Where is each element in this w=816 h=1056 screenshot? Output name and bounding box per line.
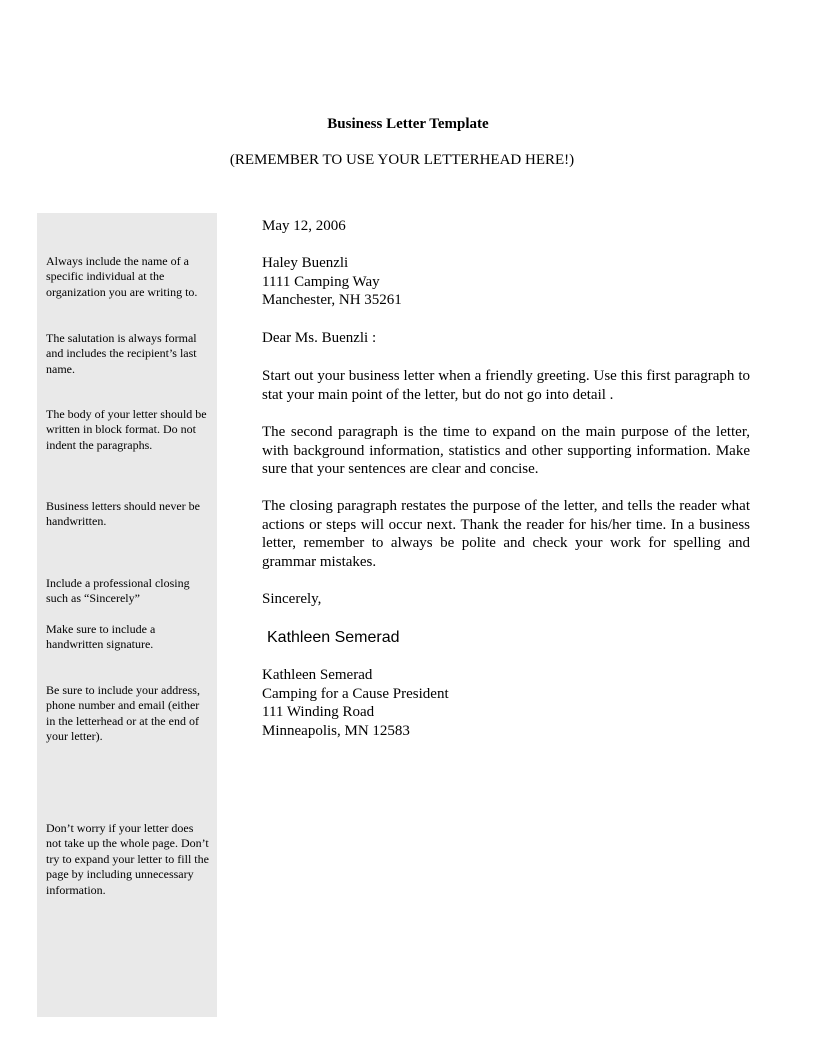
- sender-name: Kathleen Semerad: [262, 667, 373, 683]
- recipient-name: Haley Buenzli: [262, 255, 349, 271]
- tip-salutation: The salutation is always formal and includes the recipient’s last name.: [46, 331, 197, 376]
- tip-letter-length: Don’t worry if your letter does not take up the whole page. Don’t try to expand your letter to fill the page by including unnecessary information.: [46, 821, 209, 897]
- body-paragraph-2: The second paragraph is the time to expand on the main purpose of the letter, with background information, statistics and other supporting information. Make sure that your sentences are clear and concise.: [262, 424, 750, 478]
- tip-block-format: The body of your letter should be written in block format. Do not indent the paragraphs.: [46, 407, 207, 452]
- sender-block: [262, 666, 750, 740]
- tips-sidebar: [37, 213, 217, 1017]
- tip-no-handwriting: Business letters should never be handwritten.: [46, 499, 200, 529]
- body-paragraph-3: The closing paragraph restates the purpose of the letter, and tells the reader what actions or steps will occur next. Thank the reader for his/her time. In a business letter, remember to always be polite and check your work for spelling and grammar mistakes.: [262, 498, 750, 570]
- sender-title: Camping for a Cause President: [262, 685, 449, 702]
- sender-city: Minneapolis, MN 12583: [262, 722, 410, 739]
- tip-signature: Make sure to include a handwritten signature.: [46, 622, 156, 652]
- recipient-city: Manchester, NH 35261: [262, 292, 402, 309]
- recipient-address: [262, 254, 750, 310]
- tip-recipient-name: Always include the name of a specific individual at the organization you are writing to.: [46, 254, 198, 299]
- salutation: Dear Ms. Buenzli :: [262, 330, 377, 346]
- sender-street: 111 Winding Road: [262, 704, 375, 721]
- letter-date: May 12, 2006: [262, 218, 346, 234]
- tip-contact-info: Be sure to include your address, phone number and email (either in the letterhead or at the end of your letter).: [46, 683, 200, 744]
- handwritten-signature: Kathleen Semerad: [267, 629, 400, 646]
- tip-closing: Include a professional closing such as “Sincerely”: [46, 576, 190, 606]
- body-paragraph-1: Start out your business letter when a friendly greeting. Use this first paragraph to stat your main point of the letter, but do not go into detail .: [262, 368, 750, 403]
- recipient-street: 1111 Camping Way: [262, 273, 380, 290]
- document-title: Business Letter Template: [327, 116, 489, 132]
- letterhead-reminder: (REMEMBER TO USE YOUR LETTERHEAD HERE!): [229, 152, 575, 168]
- closing: Sincerely,: [262, 591, 322, 607]
